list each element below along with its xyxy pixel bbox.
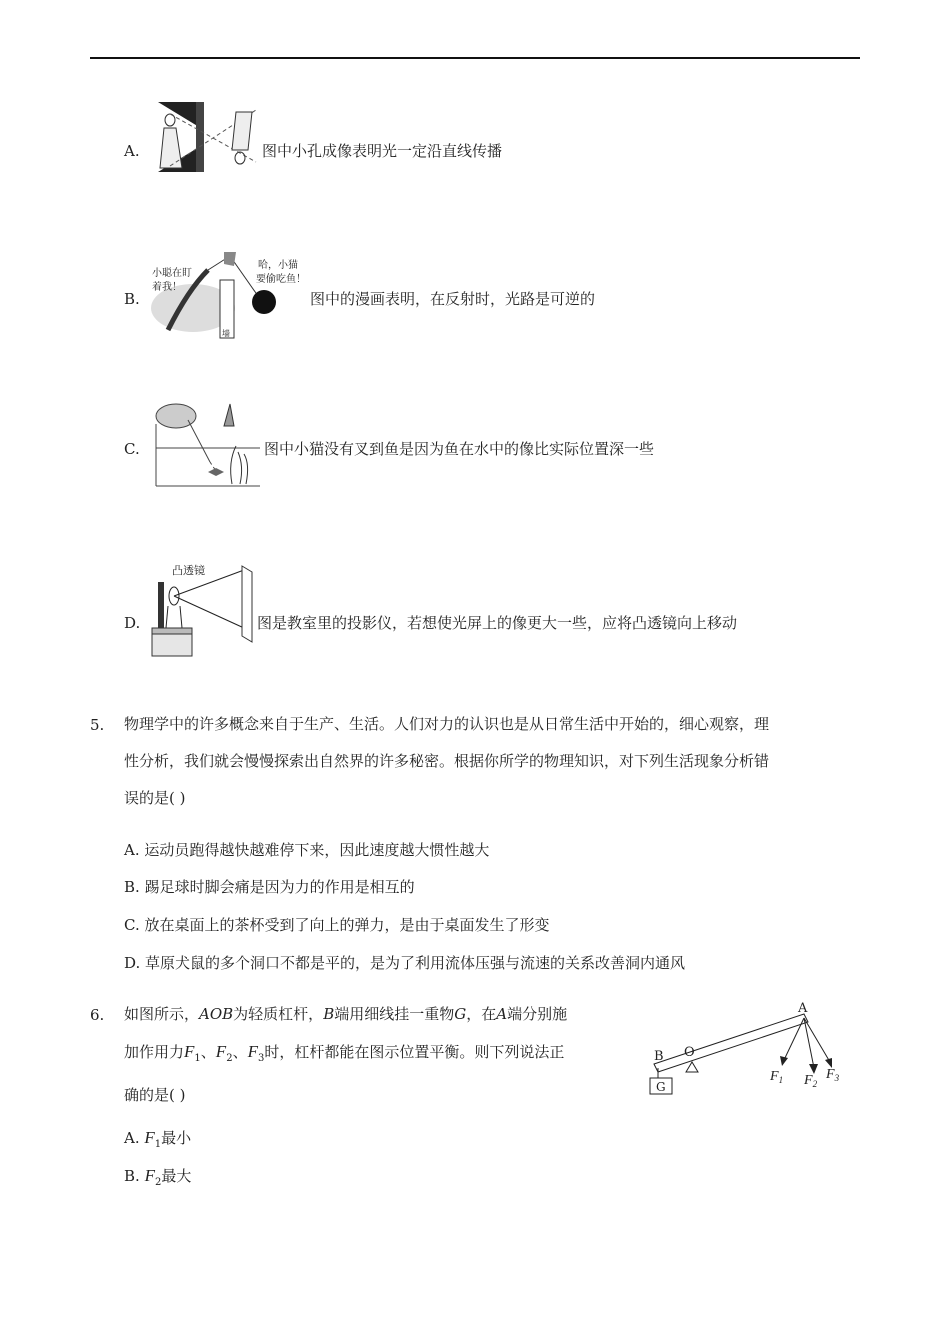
q5-line-1: 物理学中的许多概念来自于生产、生活。人们对力的认识也是从日常生活中开始的，细心观察，理 (124, 715, 770, 733)
lever-name: AOB (199, 1005, 234, 1023)
q6-number: 6. (90, 1006, 105, 1024)
subscript: 1 (194, 1053, 201, 1064)
q5-stem (124, 706, 860, 817)
q4-option-b-text: 图中的漫画表明，在反射时，光路是可逆的 (310, 290, 596, 308)
option-letter: B. (124, 878, 140, 896)
text-run: 加作用力 (124, 1043, 185, 1061)
option-text: 放在桌面上的茶杯受到了向上的弹力，是由于桌面发生了形变 (144, 916, 550, 934)
option-text: 运动员跑得越快越难停下来，因此速度越大惯性越大 (144, 841, 490, 859)
q5-option-d[interactable] (124, 953, 685, 973)
option-text: 最小 (161, 1129, 192, 1147)
option-letter: C. (124, 916, 140, 934)
separator: 、 (200, 1043, 216, 1061)
q5-option-c[interactable] (124, 915, 550, 935)
bubble-right-text-2: 要偷吃鱼！ (256, 274, 306, 285)
force-f: F (144, 1166, 155, 1185)
option-text: 最大 (161, 1167, 192, 1185)
lens-label: 凸透镜 (172, 564, 205, 577)
q5-number: 5. (90, 716, 105, 734)
option-letter: B. (124, 290, 140, 308)
text-run: 如图所示， (124, 1005, 200, 1023)
bubble-left-text-1: 小聪在盯 (152, 268, 192, 279)
q4-option-a-text: 图中小孔成像表明光一定沿直线传播 (262, 142, 503, 160)
fig-label-g: G (656, 1080, 666, 1094)
option-letter: B. (124, 1167, 140, 1185)
point-a: A (496, 1005, 508, 1023)
text-run: 为轻质杠杆， (233, 1005, 324, 1023)
fig-force-f1: $F_1$ (770, 1069, 784, 1085)
point-b: B (323, 1005, 335, 1023)
option-letter: D. (124, 614, 141, 632)
fig-label-a: A (798, 1001, 808, 1016)
subscript: 1 (154, 1139, 162, 1150)
option-letter: D. (124, 954, 141, 972)
q6-option-a[interactable] (124, 1128, 191, 1155)
q4-option-c-text: 图中小猫没有叉到鱼是因为鱼在水中的像比实际位置深一些 (264, 440, 655, 458)
q5-option-a[interactable] (124, 840, 489, 860)
fig-force-f3: $F_3$ (826, 1067, 840, 1083)
q4-option-b[interactable] (124, 289, 140, 309)
force-f: F (144, 1128, 155, 1147)
fig-label-b: B (654, 1049, 664, 1064)
text-run: 时，杠杆都能在图示位置平衡。则下列说法正 (264, 1043, 565, 1061)
projector-figure (148, 562, 256, 660)
q6-line-3: 确的是( ) (124, 1086, 186, 1104)
q5-option-b[interactable] (124, 877, 415, 897)
text-run: 端用细线挂一重物 (334, 1005, 455, 1023)
fig-force-f2: $F_2$ (804, 1073, 818, 1089)
cat-fishing-figure (148, 396, 262, 488)
fig-label-o: O (684, 1045, 695, 1060)
q5-line-2: 性分析，我们就会慢慢探索出自然界的许多秘密。根据你所学的物理知识，对下列生活现象分析错 (124, 752, 770, 770)
option-letter: C. (124, 440, 140, 458)
option-text: 草原犬鼠的多个洞口不都是平的，是为了利用流体压强与流速的关系改善洞内通风 (145, 954, 686, 972)
q4-option-d-text: 图是教室里的投影仪，若想使光屏上的像更大一些，应将凸透镜向上移动 (257, 614, 738, 632)
wall-label: 墙 (222, 329, 230, 338)
bubble-left-text-2: 着我！ (152, 282, 182, 293)
q6-line-1 (124, 996, 634, 1033)
option-letter: A. (124, 841, 140, 859)
text-run: ，在 (466, 1005, 497, 1023)
q4-option-c[interactable] (124, 439, 140, 459)
option-letter: A. (124, 1129, 140, 1147)
q6-line-2 (124, 1033, 634, 1077)
subscript: 3 (257, 1053, 265, 1064)
option-letter: A. (124, 142, 140, 160)
lever-figure (644, 998, 850, 1096)
q6-stem (124, 996, 634, 1114)
q4-option-a[interactable] (124, 141, 140, 161)
header-rule (90, 57, 860, 59)
bubble-right-text-1: 哈，小猫 (258, 260, 298, 271)
force-f: F (247, 1042, 258, 1061)
force-f: F (184, 1042, 195, 1061)
option-text: 踢足球时脚会痛是因为力的作用是相互的 (144, 878, 415, 896)
q5-line-3: 误的是( ) (124, 789, 186, 807)
force-f: F (215, 1042, 227, 1061)
reflection-cartoon-figure (148, 250, 310, 342)
pinhole-figure (156, 100, 260, 174)
text-run: 端分别施 (507, 1005, 568, 1023)
subscript: 2 (154, 1177, 162, 1188)
subscript: 2 (226, 1053, 233, 1064)
q4-option-d[interactable] (124, 613, 140, 633)
separator: 、 (232, 1043, 248, 1061)
weight-g: G (454, 1005, 467, 1023)
q6-option-b[interactable] (124, 1166, 191, 1193)
